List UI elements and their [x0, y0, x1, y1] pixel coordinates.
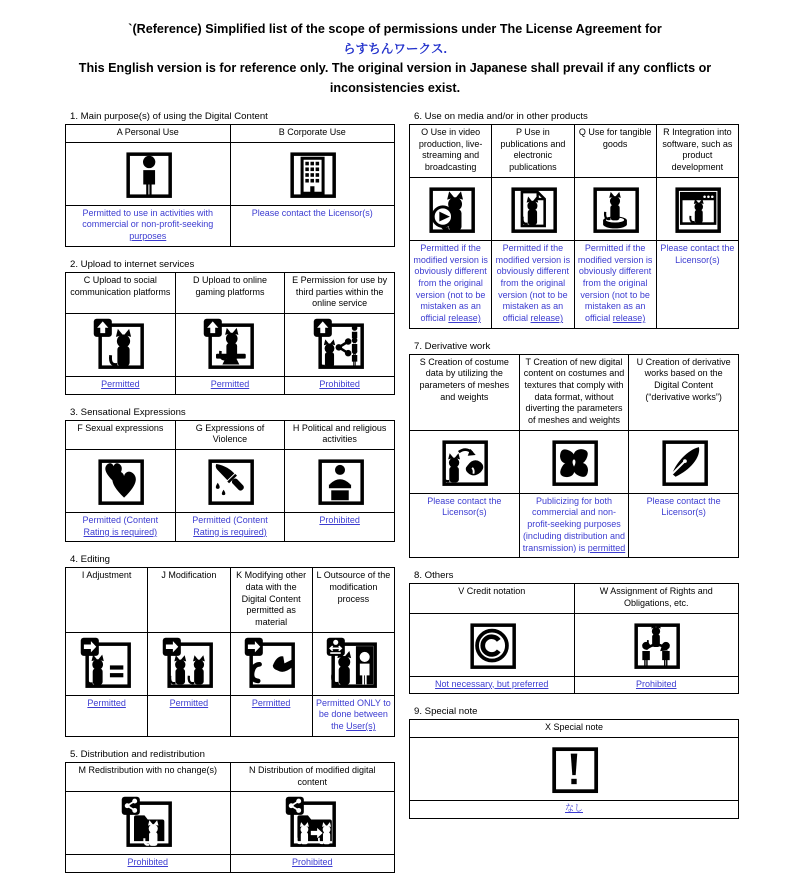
cell-header: W Assignment of Rights and Obligations, etc.: [574, 584, 739, 613]
status-text: Please contact the Licensor(s): [646, 495, 721, 518]
derivative-table: [409, 354, 739, 559]
section-distribution: [65, 749, 395, 873]
pen-nib-icon: [656, 434, 712, 490]
upload-table: [65, 272, 395, 395]
title-line-2: This English version is for reference only. The original version in Japanese shall prevail if any conflicts or inconsistencies exist.: [78, 61, 712, 95]
cell-header: H Political and religious activities: [285, 420, 395, 449]
cell-header: C Upload to social communication platforms: [66, 272, 176, 313]
section-editing: [65, 554, 395, 737]
exclamation-icon: [546, 741, 602, 797]
cell-status: [492, 240, 574, 328]
cell-header: V Credit notation: [410, 584, 575, 613]
cell-status: [66, 695, 148, 736]
cell-icon: [285, 313, 395, 376]
left-column: [65, 111, 395, 885]
status-text-underlined: Permitted: [210, 378, 250, 389]
cell-status: [656, 240, 738, 328]
right-column: [409, 111, 739, 831]
cell-icon: [519, 430, 629, 493]
cell-status: [175, 512, 285, 541]
building-icon: [284, 146, 340, 202]
section-special-note: [409, 706, 739, 818]
status-text-underlined: Permitted: [101, 378, 140, 389]
section-title: 2. Upload to internet services: [70, 258, 195, 270]
cell-icon: [230, 632, 312, 695]
others-table: [409, 583, 739, 694]
cell-header: L Outsource of the modification process: [312, 568, 394, 632]
cell-icon: [175, 313, 285, 376]
cell-icon: [148, 632, 230, 695]
upload-cat-icon: [92, 317, 148, 373]
status-text: Permitted if the modified version is obviously different from the original version (not to be mistaken as an official: [577, 242, 653, 323]
distribution-table: [65, 762, 395, 873]
status-text: Please contact the Licensor(s): [251, 207, 373, 218]
section-upload: [65, 259, 395, 395]
special-note-table: [409, 719, 739, 818]
cell-status: [148, 695, 230, 736]
cell-icon: [312, 632, 394, 695]
cell-header: A Personal Use: [66, 125, 231, 143]
cell-status: [230, 695, 312, 736]
cell-status: [410, 676, 575, 694]
status-text: Please contact the Licensor(s): [427, 495, 502, 518]
cell-header: G Expressions of Violence: [175, 420, 285, 449]
status-text: Permitted if the modified version is obviously different from the original version (not to be mistaken as an official: [413, 242, 488, 323]
publication-page-cat-icon: [505, 181, 561, 237]
status-text-underlined: Permitted: [87, 697, 126, 708]
knife-icon: [202, 453, 258, 509]
cell-icon: [410, 613, 575, 676]
figurine-cat-icon: [587, 181, 643, 237]
cell-icon: [66, 313, 176, 376]
status-text-underlined: Rating is required): [83, 526, 158, 537]
cell-header: P Use in publications and electronic publications: [492, 125, 574, 178]
video-play-cat-icon: [423, 181, 479, 237]
section-media-use: [409, 111, 739, 329]
status-text-underlined: Permitted: [169, 697, 209, 708]
status-text: Permitted to use in activities with commercial or non-profit-seeking: [82, 207, 214, 230]
status-text-underlined: release): [612, 312, 646, 323]
cell-header: E Permission for use by third parties within the online service: [285, 272, 395, 313]
cell-icon: [285, 449, 395, 512]
podium-speaker-icon: [312, 453, 368, 509]
section-title: 3. Sensational Expressions: [70, 406, 186, 418]
cell-status: [285, 376, 395, 394]
product-name: らすちんワークス.: [342, 41, 448, 56]
software-window-cat-icon: [669, 181, 725, 237]
status-text: Permitted if the modified version is obviously different from the original version (not to be mistaken as an official: [495, 242, 571, 323]
cell-status: [410, 493, 520, 557]
media-use-table: [409, 124, 739, 329]
cell-icon: [66, 632, 148, 695]
upload-share-people-icon: [312, 317, 368, 373]
status-text-underlined: Prohibited: [635, 678, 677, 689]
cell-status: [66, 205, 231, 246]
cell-header: X Special note: [410, 720, 739, 738]
status-text-underlined: purposes: [129, 231, 167, 242]
cell-icon: [66, 449, 176, 512]
section-main-purpose: [65, 111, 395, 247]
share-folder-cat-icon: [120, 795, 176, 851]
cell-icon: [230, 142, 395, 205]
cell-status: [574, 676, 739, 694]
cell-status: [230, 205, 395, 246]
cell-header: I Adjustment: [66, 568, 148, 632]
sensational-table: [65, 420, 395, 543]
status-text-underlined: Prohibited: [319, 378, 360, 389]
status-text: Please contact the Licensor(s): [660, 242, 735, 265]
cell-header: M Redistribution with no change(s): [66, 762, 231, 791]
cell-icon: [66, 142, 231, 205]
rights-transfer-icon: [628, 617, 684, 673]
cell-header: S Creation of costume data by utilizing the parameters of meshes and weights: [410, 354, 520, 430]
status-text: Permitted (Content: [82, 514, 159, 525]
person-icon: [120, 146, 176, 202]
cell-icon: [574, 613, 739, 676]
cell-icon: [230, 792, 395, 855]
cell-header: U Creation of derivative works based on the Digital Content (“derivative works”): [629, 354, 739, 430]
cell-header: T Creation of new digital content on costumes and textures that comply with data format, without diverting the parameters of meshes and weights: [519, 354, 629, 430]
cell-header: B Corporate Use: [230, 125, 395, 143]
cell-header: K Modifying other data with the Digital Content permitted as material: [230, 568, 312, 632]
section-title: 9. Special note: [414, 706, 478, 718]
cell-status: [519, 493, 629, 557]
cell-icon: [656, 177, 738, 240]
section-title: 6. Use on media and/or in other products: [414, 111, 588, 123]
costume-pieces-icon: [546, 434, 602, 490]
status-text: Permitted (Content: [192, 514, 268, 525]
cell-icon: [629, 430, 739, 493]
cell-header: F Sexual expressions: [66, 420, 176, 449]
cell-status: [175, 376, 285, 394]
editing-table: [65, 567, 395, 737]
modify-two-cats-icon: [161, 636, 217, 692]
cell-header: O Use in video production, live-streaming and broadcasting: [410, 125, 492, 178]
status-text-underlined: Rating is required): [193, 526, 267, 537]
cell-status: [312, 695, 394, 736]
cell-header: N Distribution of modified digital content: [230, 762, 395, 791]
cell-icon: [574, 177, 656, 240]
share-folder-modified-icon: [284, 795, 340, 851]
upload-gaming-cat-icon: [202, 317, 258, 373]
status-text-underlined: Prohibited: [291, 857, 333, 868]
cat-parts-icon: [243, 636, 299, 692]
status-text-underlined: なし: [564, 802, 583, 813]
status-text: Publicizing for both commercial and non-profit-seeking purposes (including distribution and transmission) is: [522, 495, 626, 553]
cell-status: [66, 376, 176, 394]
cell-header: J Modification: [148, 568, 230, 632]
cell-status: [66, 512, 176, 541]
cell-icon: [492, 177, 574, 240]
cell-status: [574, 240, 656, 328]
title-line-1: `(Reference) Simplified list of the scope of permissions under The License Agreement for: [128, 22, 662, 36]
page-title: [50, 0, 740, 98]
costume-data-cat-icon: [436, 434, 492, 490]
cell-icon: [410, 737, 739, 800]
cell-icon: [410, 177, 492, 240]
section-others: [409, 570, 739, 694]
status-text-underlined: Permitted: [251, 697, 291, 708]
main-purpose-table: [65, 124, 395, 247]
adjust-cat-equals-icon: [79, 636, 135, 692]
status-text-underlined: User(s): [346, 721, 376, 732]
section-derivative: [409, 341, 739, 559]
cell-status: [285, 512, 395, 541]
section-title: 8. Others: [414, 570, 454, 582]
cell-header: R Integration into software, such as product development: [656, 125, 738, 178]
cell-status: [629, 493, 739, 557]
cell-header: D Upload to online gaming platforms: [175, 272, 285, 313]
content: [0, 98, 790, 885]
status-text-underlined: Prohibited: [319, 514, 360, 525]
cell-icon: [410, 430, 520, 493]
cell-status: [230, 855, 395, 873]
status-text-underlined: Not necessary, but preferred: [435, 678, 549, 689]
status-text: Permitted ONLY to be done between the: [316, 697, 391, 732]
status-text-underlined: Prohibited: [127, 857, 169, 868]
cell-header: Q Use for tangible goods: [574, 125, 656, 178]
copyright-icon: [464, 617, 520, 673]
section-title: 7. Derivative work: [414, 340, 491, 352]
status-text-underlined: permitted: [587, 542, 626, 553]
cell-icon: [175, 449, 285, 512]
outsource-swap-icon: [325, 636, 381, 692]
section-sensational: [65, 407, 395, 543]
cell-icon: [66, 792, 231, 855]
section-title: 4. Editing: [70, 554, 111, 566]
status-text-underlined: release): [448, 312, 481, 323]
cell-status: [410, 240, 492, 328]
cell-status: [410, 800, 739, 818]
status-text-underlined: release): [530, 312, 564, 323]
section-title: 1. Main purpose(s) of using the Digital Content: [70, 111, 268, 123]
hearts-icon: [92, 453, 148, 509]
cell-status: [66, 855, 231, 873]
section-title: 5. Distribution and redistribution: [70, 748, 205, 760]
